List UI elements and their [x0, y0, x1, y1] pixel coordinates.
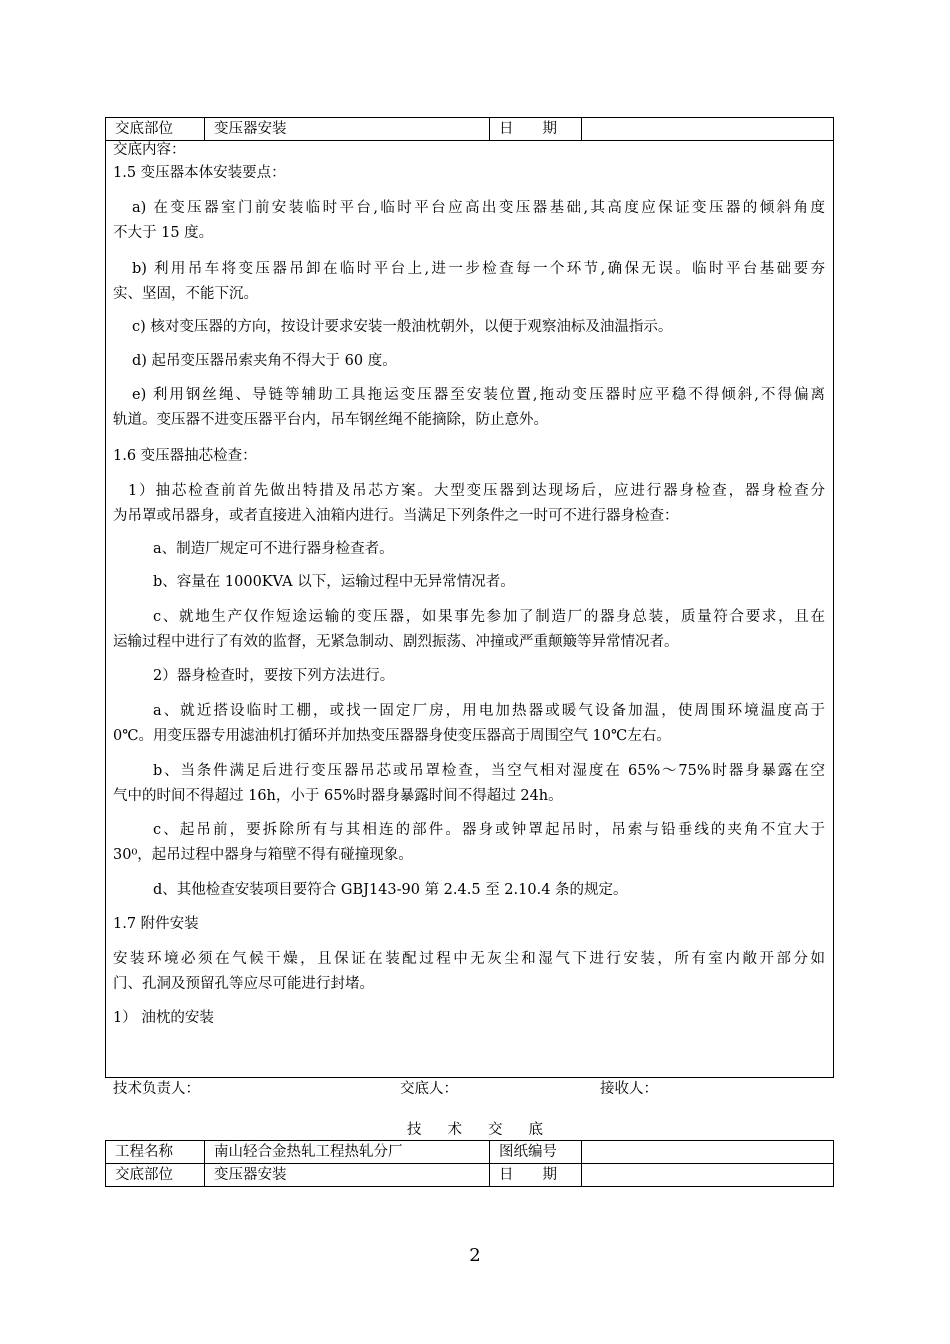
- drawing-label: 图纸编号: [490, 1141, 582, 1164]
- paragraph-line: d、其他检查安装项目要符合 GBJ143-90 第 2.4.5 至 2.10.4 条的规定。: [153, 882, 628, 898]
- section-heading: 1.7 附件安装: [113, 916, 199, 932]
- receiver-signature-label: 接收人：: [600, 1081, 658, 1097]
- paragraph-line: 为吊罩或吊器身，或者直接进入油箱内进行。当满足下列条件之一时可不进行器身检查：: [113, 508, 679, 524]
- top-info-table: [105, 117, 834, 141]
- presenter-signature-label: 交底人：: [400, 1081, 458, 1097]
- content-heading: 交底内容：: [113, 142, 186, 158]
- date-label: 日 期: [490, 1164, 582, 1187]
- bottom-info-table: [105, 1140, 834, 1187]
- paragraph-line: 30⁰，起吊过程中器身与箱壁不得有碰撞现象。: [113, 847, 413, 863]
- table-row: [106, 1141, 834, 1164]
- paragraph-line: 1） 油枕的安装: [113, 1010, 214, 1026]
- page-number: 2: [469, 1245, 481, 1266]
- paragraph-line: 不大于 15 度。: [113, 225, 214, 241]
- paragraph-line: 门、孔洞及预留孔等应尽可能进行封堵。: [113, 976, 374, 992]
- paragraph-line: a、制造厂规定可不进行器身检查者。: [153, 541, 394, 557]
- paragraph-line: b) 利用吊车将变压器吊卸在临时平台上,进一步检查每一个环节,确保无误。临时平台基础要夯: [132, 261, 825, 277]
- paragraph-line: c) 核对变压器的方向，按设计要求安装一般油枕朝外，以便于观察油标及油温指示。: [132, 319, 673, 335]
- paragraph-line: 安装环境必须在气候干燥，且保证在装配过程中无灰尘和湿气下进行安装，所有室内敞开部分如: [113, 951, 825, 967]
- date-label: 日 期: [490, 118, 582, 141]
- drawing-value: [582, 1141, 834, 1164]
- tech-lead-signature-label: 技术负责人：: [113, 1081, 200, 1097]
- paragraph-line: 实、坚固，不能下沉。: [113, 286, 258, 302]
- paragraph-line: 轨道。变压器不进变压器平台内，吊车钢丝绳不能摘除，防止意外。: [113, 412, 548, 428]
- paragraph-line: b、容量在 1000KVA 以下，运输过程中无异常情况者。: [153, 574, 515, 590]
- project-value: 南山轻合金热轧工程热轧分厂: [205, 1141, 490, 1164]
- page-title: 技术交底: [407, 1122, 569, 1138]
- section-heading: 1.5 变压器本体安装要点：: [113, 165, 286, 181]
- section-heading: 1.6 变压器抽芯检查：: [113, 448, 257, 464]
- dept-value: 变压器安装: [205, 1164, 490, 1187]
- paragraph-line: c、就地生产仅作短途运输的变压器，如果事先参加了制造厂的器身总装，质量符合要求，且在: [153, 609, 825, 625]
- paragraph-line: a、就近搭设临时工棚，或找一固定厂房，用电加热器或暖气设备加温，使周围环境温度高于: [153, 703, 825, 719]
- paragraph-line: d) 起吊变压器吊索夹角不得大于 60 度。: [132, 353, 397, 369]
- paragraph-line: b、当条件满足后进行变压器吊芯或吊罩检查，当空气相对湿度在 65%～75%时器身暴露在空: [153, 763, 825, 779]
- dept-label: 交底部位: [106, 118, 205, 141]
- date-value: [582, 1164, 834, 1187]
- paragraph-line: 2）器身检查时，要按下列方法进行。: [153, 668, 395, 684]
- paragraph-line: 运输过程中进行了有效的监督，无紧急制动、剧烈振荡、冲撞或严重颠簸等异常情况者。: [113, 634, 679, 650]
- table-row: [106, 118, 834, 141]
- paragraph-line: 气中的时间不得超过 16h，小于 65%时器身暴露时间不得超过 24h。: [113, 788, 563, 804]
- paragraph-line: a) 在变压器室门前安装临时平台,临时平台应高出变压器基础,其高度应保证变压器的倾斜角度: [132, 200, 825, 216]
- paragraph-line: 1）抽芯检查前首先做出特措及吊芯方案。大型变压器到达现场后，应进行器身检查，器身检查分: [128, 483, 825, 499]
- project-label: 工程名称: [106, 1141, 205, 1164]
- dept-label: 交底部位: [106, 1164, 205, 1187]
- dept-value: 变压器安装: [205, 118, 490, 141]
- date-value: [582, 118, 834, 141]
- paragraph-line: e) 利用钢丝绳、导链等辅助工具拖运变压器至安装位置,拖动变压器时应平稳不得倾斜,不得偏离: [132, 387, 825, 403]
- table-row: [106, 1164, 834, 1187]
- paragraph-line: 0℃。用变压器专用滤油机打循环并加热变压器器身使变压器高于周围空气 10℃左右。: [113, 728, 671, 744]
- paragraph-line: c、起吊前，要拆除所有与其相连的部件。器身或钟罩起吊时，吊索与铅垂线的夹角不宜大于: [153, 822, 825, 838]
